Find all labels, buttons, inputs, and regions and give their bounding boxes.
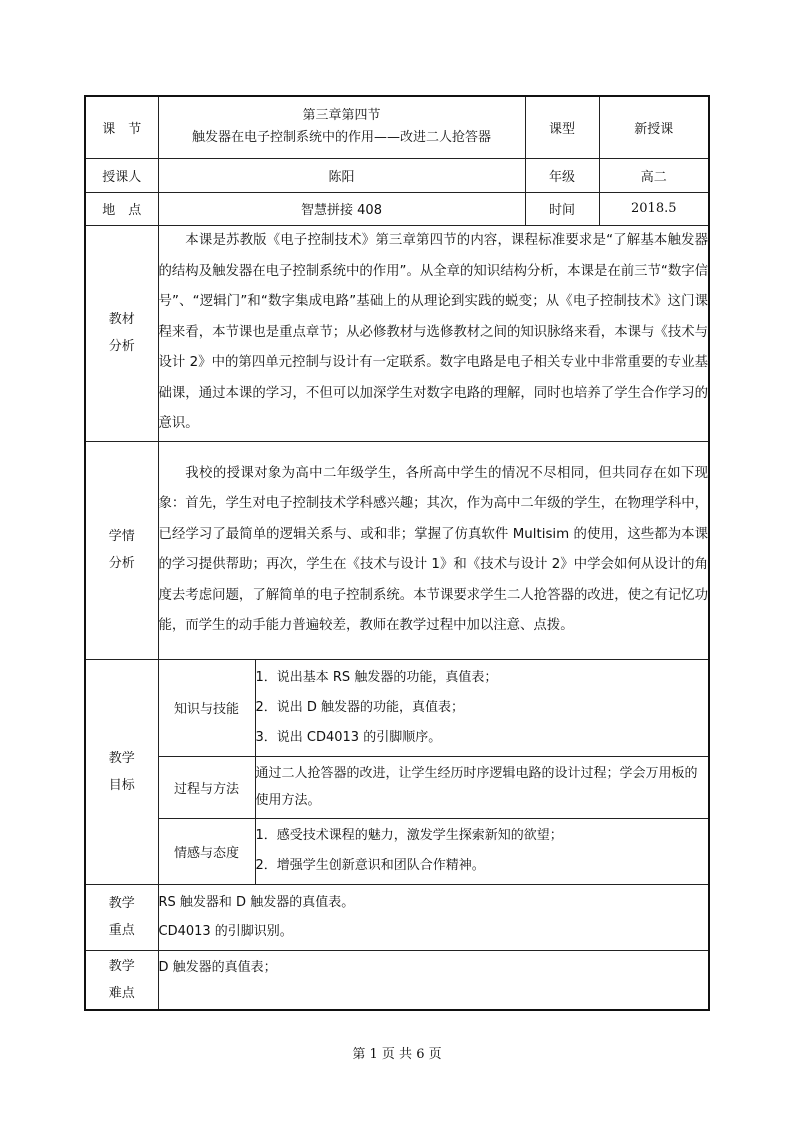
- keypoints-list: [158, 884, 709, 950]
- material-label-line2: 分析: [108, 339, 135, 354]
- page-number: 第 1 页 共 6 页: [352, 1047, 442, 1062]
- lesson-title-line2: 触发器在电子控制系统中的作用——改进二人抢答器: [192, 130, 492, 146]
- difficulties-list: [158, 950, 709, 1010]
- emotion-item: 2．增强学生创新意识和团队合作精神。: [255, 858, 485, 873]
- keypoints-label: [85, 884, 158, 950]
- type-label: 课型: [525, 96, 599, 158]
- keypoint-item: RS 触发器和 D 触发器的真值表。: [158, 895, 355, 910]
- keypoint-item: CD4013 的引脚识别。: [158, 924, 293, 939]
- objectives-label: [85, 659, 158, 884]
- row-objective-process: [85, 756, 709, 818]
- knowledge-item: 3．说出 CD4013 的引脚顺序。: [255, 729, 442, 745]
- row-objective-knowledge: [85, 659, 709, 756]
- knowledge-item: 2．说出 D 触发器的功能，真值表；: [255, 699, 465, 715]
- students-label-line1: 学情: [108, 529, 135, 544]
- material-label-line1: 教材: [108, 312, 135, 327]
- keypoints-label-line2: 重点: [108, 923, 135, 938]
- process-label: 过程与方法: [158, 756, 255, 818]
- lesson-title-line1: 第三章第四节: [302, 108, 381, 124]
- process-text: 通过二人抢答器的改进，让学生经历时序逻辑电路的设计过程；学会万用板的使用方法。: [255, 756, 709, 818]
- row-student-analysis: [85, 441, 709, 659]
- material-label: [85, 225, 158, 441]
- row-material-analysis: [85, 225, 709, 441]
- students-label: [85, 441, 158, 659]
- students-label-line2: 分析: [108, 556, 135, 571]
- row-objective-emotion: [85, 818, 709, 884]
- material-text: 本课是苏教版《电子控制技术》第三章第四节的内容，课程标准要求是“了解基本触发器的结构及触发器在电子控制系统中的作用”。从全章的知识结构分析，本课是在前三节“数字信号”、“逻辑门”和“数字集成电路”基础上的从理论到实践的蜕变；从《电子控制技术》这门课程来看，本节课也是重点章节；从必修教材与选修教材之间的知识脉络来看，本课与《技术与设计 2》中的第四单元控制与设计有一定联系。数字电路是电子相关专业中非常重要的专业基础课，通过本课的学习，不但可以加深学生对数字电路的理解，同时也培养了学生合作学习的意识。: [158, 225, 709, 441]
- type-value: 新授课: [599, 96, 709, 158]
- difficulty-item: D 触发器的真值表；: [158, 959, 277, 975]
- emotion-list: [255, 818, 709, 884]
- row-place: [85, 192, 709, 225]
- lesson-title-cell: [158, 96, 525, 158]
- difficulties-label-line1: 教学: [108, 958, 135, 974]
- lesson-label: 课 节: [85, 96, 158, 158]
- emotion-item: 1．感受技术课程的魅力，激发学生探索新知的欲望；: [255, 828, 563, 843]
- students-text: 我校的授课对象为高中二年级学生，各所高中学生的情况不尽相同，但共同存在如下现象：首先，学生对电子控制技术学科感兴趣；其次，作为高中二年级的学生，在物理学科中，已经学习了最简单的逻辑关系与、或和非；掌握了仿真软件 Multisim 的使用，这些都为本课的学习提供帮助；再次，学生在《技术与设计 1》和《技术与设计 2》中学会如何从设计的角度去考虑问题，了解简单的电子控制系统。本节课要求学生二人抢答器的改进，使之有记忆功能，而学生的动手能力普遍较差，教师在教学过程中加以注意、点拨。: [158, 441, 709, 659]
- knowledge-label: 知识与技能: [158, 659, 255, 756]
- objectives-label-line1: 教学: [108, 750, 135, 766]
- row-teacher: [85, 158, 709, 192]
- emotion-label: 情感与态度: [158, 818, 255, 884]
- knowledge-list: [255, 659, 709, 756]
- time-value: 2018.5: [599, 192, 709, 225]
- teacher-value: 陈阳: [158, 158, 525, 192]
- row-key-points: [85, 884, 709, 950]
- grade-label: 年级: [525, 158, 599, 192]
- difficulties-label: [85, 950, 158, 1010]
- time-label: 时间: [525, 192, 599, 225]
- grade-value: 高二: [599, 158, 709, 192]
- objectives-label-line2: 目标: [108, 777, 135, 793]
- keypoints-label-line1: 教学: [108, 896, 135, 911]
- teacher-label: 授课人: [85, 158, 158, 192]
- place-label: 地 点: [85, 192, 158, 225]
- row-lesson: [85, 96, 709, 158]
- lesson-plan-table: [84, 95, 710, 1011]
- difficulties-label-line2: 难点: [108, 985, 135, 1001]
- row-difficulties: [85, 950, 709, 1010]
- place-value: 智慧拼接 408: [158, 192, 525, 225]
- knowledge-item: 1．说出基本 RS 触发器的功能，真值表；: [255, 669, 498, 685]
